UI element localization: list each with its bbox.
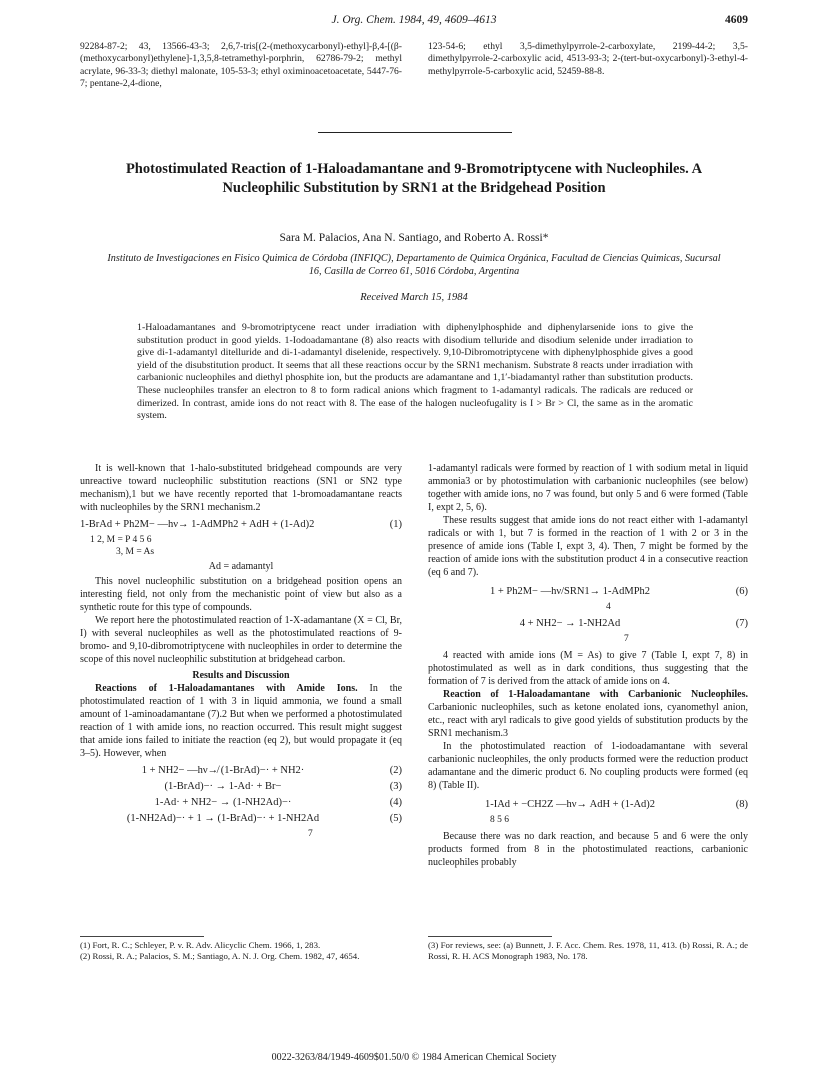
paragraph: These results suggest that amide ions do not react either with 1-adamantyl radicals or with 1, but 7 is formed in the reaction of 1 with 2 or 3 in the presence of amide ions (Table I, expt 3, 4). Then, 7 might be formed by the reaction of amide ions with the substitution product 4 in a consecutive reaction (eq 6 and 7). — [428, 515, 748, 578]
equation-2: 1 + NH2− —hν↛ (1-BrAd)−· + NH2· (2) — [141, 765, 402, 776]
received-date: Received March 15, 1984 — [360, 292, 468, 303]
equation-4: 1-Ad· + NH2− → (1-NH2Ad)−· (4) — [154, 797, 402, 808]
footnotes-left — [80, 940, 402, 962]
author-list: Sara M. Palacios, Ana N. Santiago, and Roberto A. Rossi* — [279, 232, 549, 244]
footnote: (3) For reviews, see: (a) Bunnett, J. F. Acc. Chem. Res. 1978, 11, 413. (b) Rossi, R. A.; de Rossi, R. H. ACS Monograph 1983, No. 178. — [428, 940, 748, 961]
adamantyl-definition: Ad = adamantyl — [208, 561, 274, 572]
page-footer: 0022-3263/84/1949-4609$01.50/0 © 1984 American Chemical Society — [271, 1052, 557, 1063]
footnotes-right — [428, 940, 748, 962]
equation-number: (7) — [735, 618, 748, 629]
paragraph: Carbanionic nucleophiles, such as ketone enolated ions, cyanomethyl anion, etc., react with aryl radicals to give good yields of substitution products by the SRN1 mechanism.3 — [428, 702, 748, 739]
footnote-rule-left — [80, 936, 204, 937]
paragraph: In the photostimulated reaction of 1-iodoadamantane with several carbanionic nucleophiles, the only products formed were the reduction product adamantane and the dimeric product 6. No coupling products were formed (eq 8) (Table II). — [428, 741, 748, 791]
page-header — [80, 14, 748, 30]
equation-5-label: 7 — [308, 829, 313, 839]
footnote: (1) Fort, R. C.; Schleyer, P. v. R. Adv. Alicyclic Chem. 1966, 1, 283. — [80, 940, 321, 950]
paragraph: This novel nucleophilic substitution on a bridgehead position opens an interesting field, not only from the mechanistic point of view but also as a synthetic route for this type of compounds. — [80, 576, 402, 613]
equation-6: 1 + Ph2M− —hν/SRN1→ 1-AdMPh2 (6) — [489, 586, 748, 597]
equation-number: (6) — [735, 586, 748, 597]
article-title: Photostimulated Reaction of 1-Haloadamantane and 9-Bromotriptycene with Nucleophiles. A Nucleophilic Substitution by SRN1 at the Bridgehead Position — [125, 161, 703, 196]
equation-number: (4) — [389, 797, 402, 808]
equation-number: (3) — [389, 781, 402, 792]
journal-citation: J. Org. Chem. 1984, 49, 4609–4613 — [331, 14, 497, 26]
equation-number: (2) — [389, 765, 402, 776]
subsection-heading: Reaction of 1-Haloadamantane with Carbanionic Nucleophiles. — [443, 689, 748, 700]
equation-1: 1-BrAd + Ph2M− —hν→ 1-AdMPh2 + AdH + (1-Ad)2 (1) — [80, 519, 402, 530]
body-right-column — [428, 462, 748, 869]
body-left-column — [80, 462, 402, 840]
equation-1-labels-2: 3, M = As — [116, 547, 155, 557]
section-heading: Results and Discussion — [192, 670, 290, 681]
equation-8-labels: 8 5 6 — [490, 815, 509, 825]
article-separator-rule — [318, 132, 512, 133]
affiliation: Instituto de Investigaciones en Fisico Quimica de Córdoba (INFIQC), Departamento de Quimica Orgánica, Facultad de Ciencias Quimicas, Sucursal 16, Casilla de Correo 61, 5016 Córdoba, Argentina — [107, 253, 721, 277]
footnote-rule-right — [428, 936, 552, 937]
equation-6-label: 4 — [606, 602, 611, 612]
abstract: 1-Haloadamantanes and 9-bromotriptycene react under irradiation with diphenylphosphide and diphenylarsenide ions to give the substitution product in good yields. 1-Iodoadamantane (8) also reacts with disodium telluride and disodium selenide under irradiation to give di-1-adamantyl ditelluride and di-1-adamantyl diselenide, respectively. 9,10-Dibromotriptycene with diphenylphosphide gives a good yield of the disubstitution product. It seems that all these reactions occur by the SRN1 mechanism. Substrate 8 reacts under irradiation with carbanionic nucleophiles and diethyl phosphite ion, but the products are adamantane and 1,1′-biadamantyl rather than substitution products. These nucleophiles transfer an electron to 8 to form radical anions which fragment to 1-adamantyl radicals. The radicals are reduced or dimerized. In contrast, amide ions do not react with 8. The ease of the halogen nucleofugality is I > Br > Cl, the same as in the aromatic system. — [137, 322, 693, 422]
carryover-registry-left: 92284-87-2; 43, 13566-43-3; 2,6,7-tris[(2-(methoxycarbonyl)-ethyl]-β,4-[(β-(methoxycarbonyl)ethylene]-1,3,5,8-tetramethyl-porphrin, 62786-79-2; methyl acrylate, 96-33-3; diethyl malonate, 105-53-3; ethyl oximinoacetoacetate, 5447-76-7; pentane-2,4-dione, — [80, 41, 402, 90]
equation-3: (1-BrAd)−· → 1-Ad· + Br− (3) — [164, 781, 402, 792]
equation-7-label: 7 — [624, 634, 629, 644]
paragraph: Because there was no dark reaction, and because 5 and 6 were the only products formed from 8 in the photostimulated reactions, carbanionic nucleophiles probably — [428, 831, 748, 868]
carryover-registry-right: 123-54-6; ethyl 3,5-dimethylpyrrole-2-carboxylate, 2199-44-2; 3,5-dimethylpyrrole-2-carboxylic acid, 4513-93-3; 2-(tert-but-oxycarbonyl)-3-ethyl-4-methylpyrrole-5-carboxylic acid, 52459-88-8. — [428, 41, 748, 77]
paragraph: In the photostimulated reaction of 1 with 3 in liquid ammonia, we found a small amount of 1-aminoadamantane (7).2 But when we performed a photostimulated reaction of 1 with amide ions, no reaction occurred. This result might suggest that amide ions failed to initiate the reaction (eq 2), but would propagate it (eq 3–5). However, when — [80, 683, 403, 759]
equation-1-labels: 1 2, M = P 4 5 6 — [90, 535, 152, 545]
equation-7: 4 + NH2− → 1-NH2Ad (7) — [519, 618, 748, 629]
paragraph: It is well-known that 1-halo-substituted bridgehead compounds are very unreactive toward nucleophilic substitution reactions (SN1 or SN2 type mechanism),1 but we have recently reported that 1-bromoadamantane reacts with nucleophiles by the SRN1 mechanism.2 — [80, 463, 402, 513]
page-number: 4609 — [725, 14, 748, 26]
equation-number: (5) — [389, 813, 402, 824]
equation-number: (8) — [735, 799, 748, 810]
paragraph: 4 reacted with amide ions (M = As) to give 7 (Table I, expt 7, 8) in photostimulated as well as in dark conditions, thus suggesting that the formation of 7 is derived from the attack of amide ions on 4. — [428, 650, 748, 687]
footnote: (2) Rossi, R. A.; Palacios, S. M.; Santiago, A. N. J. Org. Chem. 1982, 47, 4654. — [80, 951, 360, 961]
equation-5: (1-NH2Ad)−· + 1 → (1-BrAd)−· + 1-NH2Ad (5) — [126, 813, 402, 824]
paragraph: 1-adamantyl radicals were formed by reaction of 1 with sodium metal in liquid ammonia3 or by photostimulation with carbanionic nucleophiles (see below) together with amide ions, no 7 was found, but only 5 and 6 were formed (Table I, expt 2, 5, 6). — [428, 463, 748, 513]
equation-number: (1) — [389, 519, 402, 530]
paragraph: We report here the photostimulated reaction of 1-X-adamantane (X = Cl, Br, I) with several nucleophiles as well as the photostimulated reactions of 9-bromo- and 9,10-dibromotriptycene with nucleophiles in order to determine the scope of this novel nucleophilic substitution at bridgehead carbon. — [80, 615, 402, 665]
subsection-heading: Reactions of 1-Haloadamantanes with Amide Ions. — [95, 683, 358, 694]
equation-8: 1-IAd + −CH2Z —hν→ AdH + (1-Ad)2 (8) — [484, 799, 748, 810]
